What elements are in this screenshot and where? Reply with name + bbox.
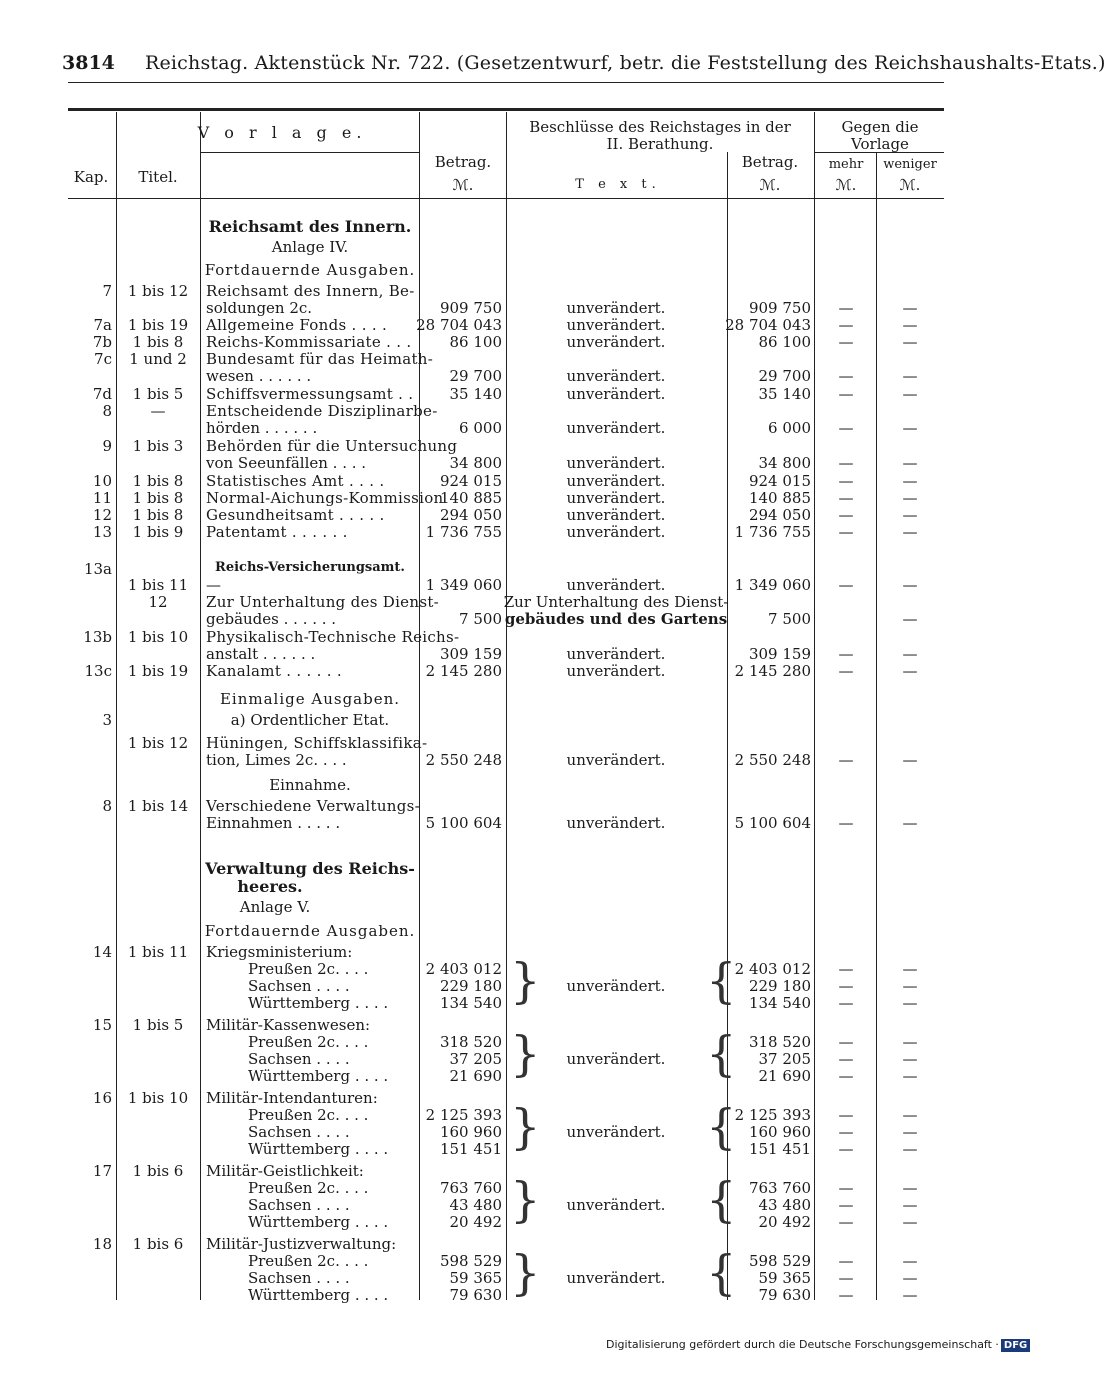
row-titel: 1 bis 8 bbox=[132, 472, 184, 490]
header-beschluesse-2: II. Berathung. bbox=[606, 135, 714, 153]
army-item-mehr: — bbox=[838, 1140, 854, 1158]
row-titel: 1 bis 5 bbox=[132, 385, 184, 403]
col-rule bbox=[200, 112, 201, 1300]
row-betrag2: 86 100 bbox=[758, 333, 811, 351]
army-label: Kriegsministerium: bbox=[206, 943, 353, 961]
row-description: Bundesamt für das Heimath- bbox=[206, 350, 434, 368]
header-mark: ℳ. bbox=[452, 176, 474, 194]
section-title: Reichsamt des Innern. bbox=[208, 217, 412, 236]
row-titel: 1 bis 8 bbox=[132, 489, 184, 507]
army-item-mehr: — bbox=[838, 1252, 854, 1270]
row-titel: 1 bis 12 bbox=[127, 734, 189, 752]
row-weniger: — bbox=[902, 333, 918, 351]
army-item-betrag2: 763 760 bbox=[748, 1179, 811, 1197]
army-item-name: Württemberg . . . . bbox=[248, 1067, 389, 1085]
army-kap: 16 bbox=[92, 1089, 112, 1107]
row-betrag: 2 550 248 bbox=[425, 751, 502, 769]
army-item-weniger: — bbox=[902, 1252, 918, 1270]
row-description: Patentamt . . . . . . bbox=[206, 523, 348, 541]
section-title-2: Verwaltung des Reichs- bbox=[205, 859, 415, 878]
row-betrag2: 28 704 043 bbox=[725, 316, 811, 334]
row-betrag: 28 704 043 bbox=[416, 316, 502, 334]
army-item-betrag: 37 205 bbox=[449, 1050, 502, 1068]
army-item-mehr: — bbox=[838, 1286, 854, 1304]
army-item-name: Württemberg . . . . bbox=[248, 1140, 389, 1158]
army-titel: 1 bis 6 bbox=[132, 1162, 184, 1180]
army-item-betrag2: 37 205 bbox=[758, 1050, 811, 1068]
header-titel: Titel. bbox=[138, 168, 178, 186]
row-text: unverändert. bbox=[566, 645, 666, 663]
brace-left: { bbox=[706, 953, 737, 1009]
brace-right: } bbox=[510, 1172, 541, 1228]
row-betrag: 35 140 bbox=[449, 385, 502, 403]
row-mehr: — bbox=[838, 645, 854, 663]
row-weniger: — bbox=[902, 454, 918, 472]
army-item-betrag2: 59 365 bbox=[758, 1269, 811, 1287]
row-weniger: — bbox=[902, 523, 918, 541]
row-description: Allgemeine Fonds . . . . bbox=[206, 316, 388, 334]
row-description: Verschiedene Verwaltungs- bbox=[206, 797, 421, 815]
row-betrag2: 34 800 bbox=[758, 454, 811, 472]
page-header bbox=[62, 52, 1106, 80]
army-item-mehr: — bbox=[838, 1179, 854, 1197]
army-item-betrag2: 229 180 bbox=[748, 977, 811, 995]
row-description: Entscheidende Disziplinarbe- bbox=[206, 402, 438, 420]
header-beschluesse: Beschlüsse des Reichstages in der bbox=[529, 118, 791, 136]
footer-text: Digitalisierung gefördert durch die Deutsche Forschungsgemeinschaft · bbox=[606, 1338, 999, 1351]
row-weniger: — bbox=[902, 662, 918, 680]
row-weniger: — bbox=[902, 645, 918, 663]
row-betrag: 5 100 604 bbox=[425, 814, 502, 832]
row-betrag: 1 349 060 bbox=[425, 576, 502, 594]
army-kap: 15 bbox=[92, 1016, 112, 1034]
row-kap: 11 bbox=[92, 489, 112, 507]
row-text: unverändert. bbox=[566, 814, 666, 832]
col-rule bbox=[506, 112, 507, 1300]
row-description: Reichsamt des Innern, Be- bbox=[206, 282, 415, 300]
row-kap: 7d bbox=[92, 385, 112, 403]
row-betrag: 140 885 bbox=[439, 489, 502, 507]
army-item-name: Sachsen . . . . bbox=[248, 977, 350, 995]
header-vorlage: V o r l a g e. bbox=[197, 123, 367, 142]
page-title: Reichstag. Aktenstück Nr. 722. (Gesetzentwurf, betr. die Feststellung des Reichshaushalts-Etats.) bbox=[144, 52, 1106, 74]
row-description-cont: Einnahmen . . . . . bbox=[206, 814, 341, 832]
row-titel: 1 bis 9 bbox=[132, 523, 184, 541]
army-item-name: Sachsen . . . . bbox=[248, 1050, 350, 1068]
army-titel: 1 bis 5 bbox=[132, 1016, 184, 1034]
army-item-betrag: 2 403 012 bbox=[425, 960, 502, 978]
row-text: unverändert. bbox=[566, 506, 666, 524]
row-text: unverändert. bbox=[566, 472, 666, 490]
army-item-betrag2: 160 960 bbox=[748, 1123, 811, 1141]
row-text: unverändert. bbox=[566, 662, 666, 680]
army-item-betrag: 21 690 bbox=[449, 1067, 502, 1085]
army-item-betrag: 160 960 bbox=[439, 1123, 502, 1141]
row-betrag2: 2 550 248 bbox=[734, 751, 811, 769]
row-weniger: — bbox=[902, 610, 918, 628]
row-kap: 10 bbox=[92, 472, 112, 490]
header-weniger: weniger bbox=[883, 157, 937, 172]
army-item-mehr: — bbox=[838, 1050, 854, 1068]
header-rule bbox=[68, 82, 944, 83]
row-text: unverändert. bbox=[566, 419, 666, 437]
row-text: unverändert. bbox=[566, 751, 666, 769]
row-description-cont: wesen . . . . . . bbox=[206, 367, 312, 385]
row-kap: 13c bbox=[84, 662, 112, 680]
row-betrag: 2 145 280 bbox=[425, 662, 502, 680]
army-item-betrag2: 79 630 bbox=[758, 1286, 811, 1304]
row-betrag: 294 050 bbox=[439, 506, 502, 524]
row-kap: 3 bbox=[102, 711, 112, 729]
row-kap: 13a bbox=[83, 560, 112, 578]
page-number: 3814 bbox=[62, 52, 115, 74]
army-item-betrag: 59 365 bbox=[449, 1269, 502, 1287]
row-kap: 7 bbox=[102, 282, 112, 300]
row-description: Schiffsvermessungsamt . . bbox=[206, 385, 414, 403]
row-betrag: 7 500 bbox=[459, 610, 502, 628]
row-betrag: 6 000 bbox=[459, 419, 502, 437]
army-item-weniger: — bbox=[902, 1140, 918, 1158]
army-item-weniger: — bbox=[902, 1050, 918, 1068]
row-kap: 7b bbox=[92, 333, 112, 351]
army-label: Militär-Geistlichkeit: bbox=[206, 1162, 364, 1180]
row-description-cont: hörden . . . . . . bbox=[206, 419, 318, 437]
row-mehr: — bbox=[838, 299, 854, 317]
army-text: unverändert. bbox=[566, 1123, 666, 1141]
brace-right: } bbox=[510, 953, 541, 1009]
row-titel: 1 bis 8 bbox=[132, 333, 184, 351]
row-titel: 1 bis 19 bbox=[127, 316, 189, 334]
row-titel: — bbox=[150, 402, 166, 420]
army-item-mehr: — bbox=[838, 1123, 854, 1141]
row-titel: 1 bis 12 bbox=[127, 282, 189, 300]
col-rule bbox=[116, 112, 117, 1300]
row-betrag2: 29 700 bbox=[758, 367, 811, 385]
row-mehr: — bbox=[838, 454, 854, 472]
row-description: Kanalamt . . . . . . bbox=[206, 662, 342, 680]
army-kap: 17 bbox=[92, 1162, 112, 1180]
army-item-weniger: — bbox=[902, 1269, 918, 1287]
army-item-mehr: — bbox=[838, 1269, 854, 1287]
row-text: unverändert. bbox=[566, 385, 666, 403]
row-betrag2: 140 885 bbox=[748, 489, 811, 507]
army-item-name: Preußen 2c. . . . bbox=[248, 1252, 369, 1270]
brace-left: { bbox=[706, 1026, 737, 1082]
army-label: Militär-Kassenwesen: bbox=[206, 1016, 371, 1034]
row-weniger: — bbox=[902, 419, 918, 437]
row-weniger: — bbox=[902, 814, 918, 832]
row-text: unverändert. bbox=[566, 367, 666, 385]
section-einnahme: Einnahme. bbox=[269, 776, 351, 794]
row-betrag: 909 750 bbox=[439, 299, 502, 317]
header-betrag: Betrag. bbox=[434, 153, 492, 171]
row-description: Reichs-Kommissariate . . . bbox=[206, 333, 412, 351]
army-text: unverändert. bbox=[566, 1196, 666, 1214]
army-item-betrag: 20 492 bbox=[449, 1213, 502, 1231]
row-text: unverändert. bbox=[566, 576, 666, 594]
army-item-betrag: 598 529 bbox=[439, 1252, 502, 1270]
brace-right: } bbox=[510, 1026, 541, 1082]
row-mehr: — bbox=[838, 367, 854, 385]
army-item-betrag: 318 520 bbox=[439, 1033, 502, 1051]
row-description-cont: anstalt . . . . . . bbox=[206, 645, 316, 663]
row-titel: 1 bis 19 bbox=[127, 662, 189, 680]
dfg-logo: DFG bbox=[1001, 1339, 1030, 1352]
row-betrag: 86 100 bbox=[449, 333, 502, 351]
row-mehr: — bbox=[838, 523, 854, 541]
row-titel: 12 bbox=[148, 593, 168, 611]
section-anlage-2: Anlage V. bbox=[239, 898, 311, 916]
row-description-cont: tion, Limes 2c. . . . bbox=[206, 751, 347, 769]
row-titel: 1 und 2 bbox=[129, 350, 187, 368]
row-text: unverändert. bbox=[566, 333, 666, 351]
army-item-weniger: — bbox=[902, 1286, 918, 1304]
header-kap: Kap. bbox=[73, 168, 109, 186]
army-item-name: Preußen 2c. . . . bbox=[248, 960, 369, 978]
section-ordentlicher: a) Ordentlicher Etat. bbox=[230, 711, 390, 729]
army-item-mehr: — bbox=[838, 994, 854, 1012]
army-item-betrag2: 43 480 bbox=[758, 1196, 811, 1214]
army-kap: 18 bbox=[92, 1235, 112, 1253]
army-item-weniger: — bbox=[902, 1196, 918, 1214]
row-description: Gesundheitsamt . . . . . bbox=[206, 506, 385, 524]
row-betrag2: 6 000 bbox=[768, 419, 811, 437]
row-description: Behörden für die Untersuchung bbox=[206, 437, 458, 455]
row-kap: 8 bbox=[102, 797, 112, 815]
header-gegen: Gegen die bbox=[841, 118, 919, 136]
army-item-name: Württemberg . . . . bbox=[248, 994, 389, 1012]
row-description: Normal-Aichungs-Kommission bbox=[206, 489, 444, 507]
row-betrag2: 294 050 bbox=[748, 506, 811, 524]
army-item-weniger: — bbox=[902, 977, 918, 995]
army-item-betrag: 134 540 bbox=[439, 994, 502, 1012]
row-weniger: — bbox=[902, 316, 918, 334]
row-text: Zur Unterhaltung des Dienst- bbox=[503, 593, 729, 611]
section-anlage: Anlage IV. bbox=[271, 238, 349, 256]
row-description: Physikalisch-Technische Reichs- bbox=[206, 628, 460, 646]
army-item-name: Preußen 2c. . . . bbox=[248, 1106, 369, 1124]
army-item-weniger: — bbox=[902, 1213, 918, 1231]
army-titel: 1 bis 6 bbox=[132, 1235, 184, 1253]
army-item-weniger: — bbox=[902, 1033, 918, 1051]
row-mehr: — bbox=[838, 814, 854, 832]
section-title-2b: heeres. bbox=[237, 877, 303, 896]
army-item-mehr: — bbox=[838, 1213, 854, 1231]
army-item-name: Sachsen . . . . bbox=[248, 1269, 350, 1287]
header-mark3: ℳ. bbox=[835, 176, 857, 194]
row-text-cont: gebäudes und des Gartens bbox=[504, 610, 728, 628]
header-mark2: ℳ. bbox=[759, 176, 781, 194]
army-item-name: Preußen 2c. . . . bbox=[248, 1033, 369, 1051]
army-item-name: Württemberg . . . . bbox=[248, 1286, 389, 1304]
row-mehr: — bbox=[838, 576, 854, 594]
row-weniger: — bbox=[902, 299, 918, 317]
army-item-weniger: — bbox=[902, 960, 918, 978]
row-betrag2: 309 159 bbox=[748, 645, 811, 663]
header-mark4: ℳ. bbox=[899, 176, 921, 194]
row-betrag: 1 736 755 bbox=[425, 523, 502, 541]
row-weniger: — bbox=[902, 489, 918, 507]
header-betrag2: Betrag. bbox=[741, 153, 799, 171]
army-item-betrag: 79 630 bbox=[449, 1286, 502, 1304]
row-mehr: — bbox=[838, 751, 854, 769]
row-kap: 13 bbox=[92, 523, 112, 541]
army-item-betrag2: 2 403 012 bbox=[734, 960, 811, 978]
army-item-mehr: — bbox=[838, 977, 854, 995]
army-item-weniger: — bbox=[902, 1106, 918, 1124]
table-top-rule bbox=[68, 108, 944, 111]
row-betrag: 34 800 bbox=[449, 454, 502, 472]
brace-left: { bbox=[706, 1172, 737, 1228]
army-item-betrag: 763 760 bbox=[439, 1179, 502, 1197]
row-text: unverändert. bbox=[566, 454, 666, 472]
army-text: unverändert. bbox=[566, 977, 666, 995]
army-item-mehr: — bbox=[838, 1033, 854, 1051]
army-item-mehr: — bbox=[838, 1196, 854, 1214]
army-item-mehr: — bbox=[838, 960, 854, 978]
row-weniger: — bbox=[902, 472, 918, 490]
row-titel: 1 bis 11 bbox=[127, 576, 189, 594]
army-item-betrag2: 20 492 bbox=[758, 1213, 811, 1231]
row-kap: 7a bbox=[93, 316, 112, 334]
army-item-name: Sachsen . . . . bbox=[248, 1123, 350, 1141]
row-betrag: 309 159 bbox=[439, 645, 502, 663]
row-mehr: — bbox=[838, 489, 854, 507]
brace-left: { bbox=[706, 1099, 737, 1155]
row-description-cont: von Seeunfällen . . . . bbox=[206, 454, 367, 472]
row-mehr: — bbox=[838, 662, 854, 680]
row-text: unverändert. bbox=[566, 523, 666, 541]
row-betrag2: 924 015 bbox=[748, 472, 811, 490]
section-einmalige: Einmalige Ausgaben. bbox=[219, 690, 401, 708]
army-item-mehr: — bbox=[838, 1106, 854, 1124]
row-betrag2: 1 736 755 bbox=[734, 523, 811, 541]
row-mehr: — bbox=[838, 385, 854, 403]
army-item-betrag2: 598 529 bbox=[748, 1252, 811, 1270]
row-description-cont: gebäudes . . . . . . bbox=[206, 610, 337, 628]
col-rule bbox=[876, 152, 877, 1300]
row-betrag: 924 015 bbox=[439, 472, 502, 490]
army-titel: 1 bis 11 bbox=[127, 943, 189, 961]
row-titel: 1 bis 8 bbox=[132, 506, 184, 524]
row-betrag2: 5 100 604 bbox=[734, 814, 811, 832]
row-weniger: — bbox=[902, 385, 918, 403]
row-betrag: 29 700 bbox=[449, 367, 502, 385]
row-betrag2: 1 349 060 bbox=[734, 576, 811, 594]
brace-left: { bbox=[706, 1245, 737, 1301]
army-item-betrag2: 151 451 bbox=[748, 1140, 811, 1158]
header-text: T e x t. bbox=[575, 177, 661, 192]
army-kap: 14 bbox=[92, 943, 112, 961]
army-item-name: Sachsen . . . . bbox=[248, 1196, 350, 1214]
col-rule bbox=[419, 112, 420, 1300]
row-mehr: — bbox=[838, 316, 854, 334]
row-betrag2: 35 140 bbox=[758, 385, 811, 403]
army-item-weniger: — bbox=[902, 1123, 918, 1141]
army-item-betrag2: 2 125 393 bbox=[734, 1106, 811, 1124]
row-titel: 1 bis 3 bbox=[132, 437, 184, 455]
section-subtitle-2: Fortdauernde Ausgaben. bbox=[204, 922, 416, 940]
section-subtitle: Fortdauernde Ausgaben. bbox=[204, 261, 416, 279]
brace-right: } bbox=[510, 1099, 541, 1155]
row-text: unverändert. bbox=[566, 299, 666, 317]
header-mehr: mehr bbox=[828, 157, 864, 172]
row-betrag2: 7 500 bbox=[768, 610, 811, 628]
army-item-betrag: 2 125 393 bbox=[425, 1106, 502, 1124]
army-item-name: Preußen 2c. . . . bbox=[248, 1179, 369, 1197]
army-item-betrag: 229 180 bbox=[439, 977, 502, 995]
row-mehr: — bbox=[838, 472, 854, 490]
army-item-weniger: — bbox=[902, 1179, 918, 1197]
army-label: Militär-Justizverwaltung: bbox=[206, 1235, 397, 1253]
row-mehr: — bbox=[838, 333, 854, 351]
row-description: Hüningen, Schiffsklassifika- bbox=[206, 734, 428, 752]
row-description-cont: soldungen 2c. bbox=[206, 299, 313, 317]
army-item-name: Württemberg . . . . bbox=[248, 1213, 389, 1231]
row-mehr: — bbox=[838, 506, 854, 524]
army-text: unverändert. bbox=[566, 1050, 666, 1068]
row-titel: 1 bis 10 bbox=[127, 628, 189, 646]
row-description: — bbox=[206, 576, 222, 594]
army-item-betrag2: 134 540 bbox=[748, 994, 811, 1012]
section-reichsversicherungsamt: Reichs-Versicherungsamt. bbox=[215, 560, 405, 575]
army-titel: 1 bis 10 bbox=[127, 1089, 189, 1107]
header-gegen-2: Vorlage bbox=[851, 135, 909, 153]
brace-right: } bbox=[510, 1245, 541, 1301]
army-item-weniger: — bbox=[902, 1067, 918, 1085]
row-weniger: — bbox=[902, 576, 918, 594]
row-kap: 12 bbox=[92, 506, 112, 524]
row-weniger: — bbox=[902, 751, 918, 769]
row-kap: 8 bbox=[102, 402, 112, 420]
row-titel: 1 bis 14 bbox=[127, 797, 189, 815]
row-mehr: — bbox=[838, 419, 854, 437]
army-label: Militär-Intendanturen: bbox=[206, 1089, 378, 1107]
row-description: Zur Unterhaltung des Dienst- bbox=[206, 593, 440, 611]
row-betrag2: 2 145 280 bbox=[734, 662, 811, 680]
row-betrag2: 909 750 bbox=[748, 299, 811, 317]
row-text: unverändert. bbox=[566, 489, 666, 507]
army-text: unverändert. bbox=[566, 1269, 666, 1287]
col-rule bbox=[814, 112, 815, 1300]
army-item-betrag2: 21 690 bbox=[758, 1067, 811, 1085]
footer bbox=[606, 1338, 1030, 1352]
army-item-betrag: 43 480 bbox=[449, 1196, 502, 1214]
row-kap: 13b bbox=[83, 628, 112, 646]
row-text: unverändert. bbox=[566, 316, 666, 334]
row-kap: 9 bbox=[102, 437, 112, 455]
row-weniger: — bbox=[902, 367, 918, 385]
row-weniger: — bbox=[902, 506, 918, 524]
army-item-betrag: 151 451 bbox=[439, 1140, 502, 1158]
row-description: Statistisches Amt . . . . bbox=[206, 472, 385, 490]
subhead-rule bbox=[200, 152, 419, 153]
army-item-mehr: — bbox=[838, 1067, 854, 1085]
row-kap: 7c bbox=[94, 350, 112, 368]
army-item-weniger: — bbox=[902, 994, 918, 1012]
army-item-betrag2: 318 520 bbox=[748, 1033, 811, 1051]
